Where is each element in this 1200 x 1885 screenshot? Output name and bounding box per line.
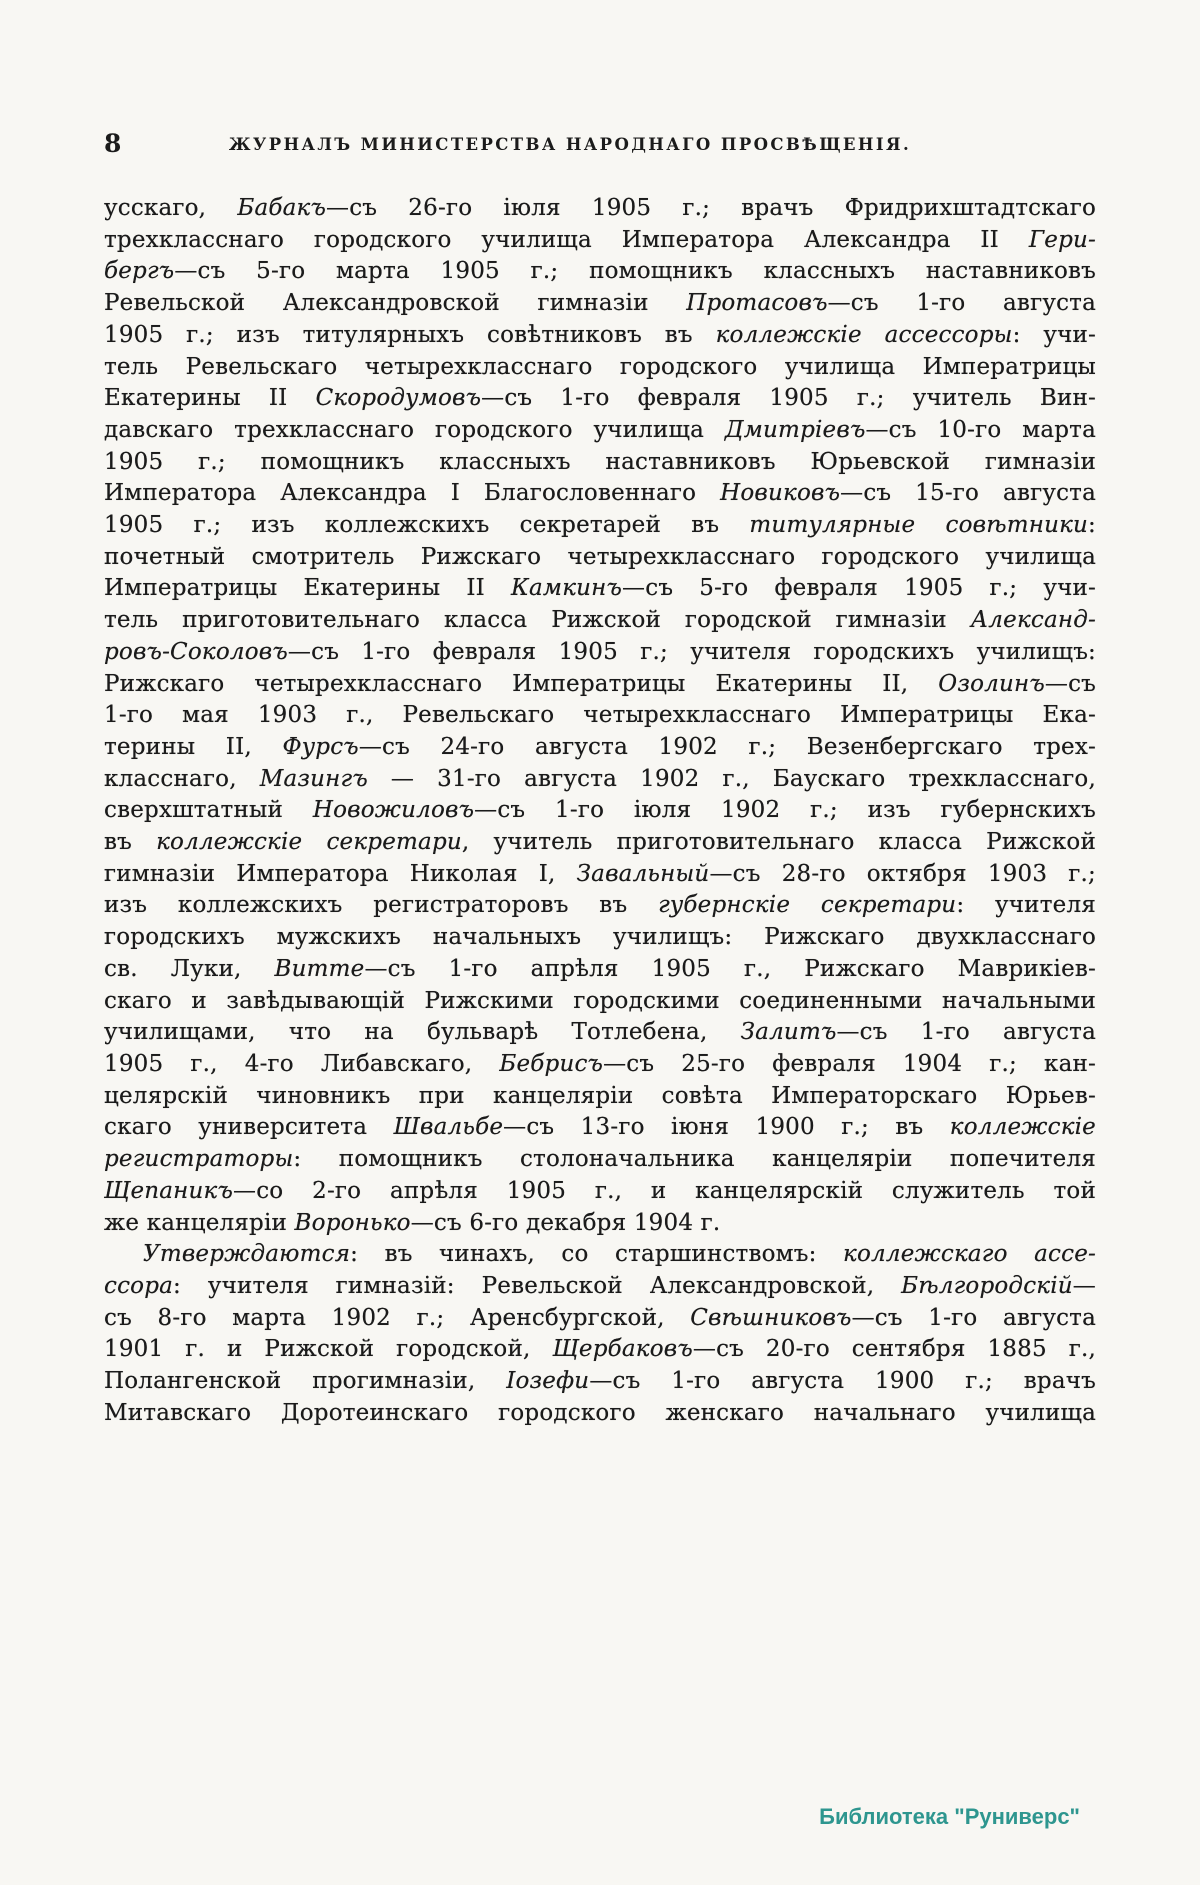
text-line xyxy=(104,1208,1096,1240)
italic-text-run: Скородумовъ xyxy=(315,385,482,412)
italic-text-run: Дмитріевъ xyxy=(724,416,866,443)
text-run: Екатерины II xyxy=(104,385,316,412)
text-line xyxy=(104,193,1096,225)
text-run: —со 2-го апрѣля 1905 г., и канцелярскій служитель той xyxy=(233,1177,1096,1204)
italic-text-run: Витте xyxy=(274,955,365,982)
text-run: —съ 20-го сентября 1885 г., xyxy=(692,1336,1097,1363)
text-run: Ревельской Александровской гимназіи xyxy=(104,290,687,317)
text-run: : учителя гимназій: Ревельской Александровской, xyxy=(173,1272,902,1299)
italic-text-run: Бабакъ xyxy=(237,195,327,221)
text-run: —съ 1-го августа 1900 г.; врачъ xyxy=(589,1368,1096,1395)
text-run: —съ 1-го февраля 1905 г.; учитель Вин- xyxy=(481,385,1097,412)
text-run: скаго и завѣдывающій Рижскими городскими соединенными начальными xyxy=(104,987,1096,1014)
text-line xyxy=(104,669,1096,701)
italic-text-run: бергъ xyxy=(104,258,175,285)
text-line xyxy=(104,1398,1096,1430)
text-line xyxy=(104,1303,1096,1335)
text-run: съ 8-го марта 1902 г.; Аренсбургской, xyxy=(104,1304,691,1331)
text-run: — xyxy=(1072,1272,1096,1299)
text-run: давскаго трехкласснаго городского училища xyxy=(104,416,725,443)
text-line xyxy=(104,986,1096,1018)
text-line xyxy=(104,1271,1096,1303)
text-line xyxy=(104,510,1096,542)
text-run: —съ 5-го марта 1905 г.; помощникъ классныхъ наставниковъ xyxy=(174,258,1096,285)
text-run: —съ 5-го февраля 1905 г.; учи- xyxy=(622,575,1097,602)
text-line xyxy=(104,859,1096,891)
text-run: въ xyxy=(104,829,157,856)
page-number: 8 xyxy=(104,129,122,158)
text-line xyxy=(104,320,1096,352)
text-line xyxy=(104,542,1096,574)
italic-text-run: Швальбе xyxy=(393,1114,504,1141)
text-line xyxy=(104,1144,1096,1176)
text-run: : xyxy=(1088,512,1096,539)
text-run: —съ 13-го іюня 1900 г.; въ xyxy=(503,1114,950,1141)
text-run: класснаго, xyxy=(104,765,260,792)
text-run: —съ 28-го октября 1903 г.; xyxy=(709,860,1097,887)
text-run: сверхштатный xyxy=(104,797,313,824)
text-run: целярскій чиновникъ при канцеляріи совѣта Императорскаго Юрьев- xyxy=(104,1082,1096,1109)
text-line xyxy=(104,922,1096,954)
text-run: 1905 г.; изъ титулярныхъ совѣтниковъ въ xyxy=(104,321,716,348)
italic-text-run: коллежскіе ассессоры xyxy=(715,321,1013,348)
text-run: Митавскаго Доротеинскаго городского женскаго начальнаго училища xyxy=(104,1399,1096,1426)
text-line xyxy=(104,700,1096,732)
text-run: —съ 1-го апрѣля 1905 г., Рижскаго Маврикіев- xyxy=(364,955,1096,982)
text-line xyxy=(104,225,1096,257)
text-run: —съ 10-го марта xyxy=(865,416,1097,443)
text-run: трехкласснаго городского училища Императора Александра II xyxy=(104,226,1029,253)
text-line xyxy=(104,383,1096,415)
italic-text-run: Протасовъ xyxy=(686,290,828,317)
italic-text-run: коллежскіе секретари xyxy=(156,829,462,856)
text-line xyxy=(104,256,1096,288)
italic-text-run: Мазингъ xyxy=(259,765,368,792)
text-run: —съ 1-го іюля 1902 г.; изъ губернскихъ xyxy=(474,797,1096,824)
text-run: тель Ревельскаго четырехкласснаго городского училища Императрицы xyxy=(104,353,1096,380)
italic-text-run: регистраторы xyxy=(104,1146,294,1173)
text-run: —съ 1-го февраля 1905 г.; учителя городскихъ училищъ: xyxy=(287,638,1096,665)
text-line xyxy=(104,1239,1096,1271)
text-run: почетный смотритель Рижскаго четырехкласснаго городского училища xyxy=(104,543,1096,570)
italic-text-run: титулярные совѣтники xyxy=(749,512,1089,539)
text-run: : учителя xyxy=(956,892,1096,919)
text-line xyxy=(104,637,1096,669)
body-text xyxy=(104,193,1096,1429)
italic-text-run: коллежскаго ассе- xyxy=(843,1241,1096,1268)
italic-text-run: Воронько xyxy=(294,1209,411,1236)
text-run: тель приготовительнаго класса Рижской городской гимназіи xyxy=(104,607,971,634)
text-line xyxy=(104,1112,1096,1144)
italic-text-run: Александ- xyxy=(970,607,1096,634)
italic-text-run: Щепаникъ xyxy=(104,1177,234,1204)
text-run: —съ 1-го августа xyxy=(851,1304,1096,1331)
text-line xyxy=(104,1081,1096,1113)
page-header xyxy=(104,129,1096,165)
text-run: —съ 24-го августа 1902 г.; Везенбергскаго трех- xyxy=(358,733,1096,760)
text-line xyxy=(104,573,1096,605)
italic-text-run: ровъ-Соколовъ xyxy=(104,638,288,665)
text-run: скаго университета xyxy=(104,1114,394,1141)
text-run: —съ 25-го февраля 1904 г.; кан- xyxy=(603,1050,1096,1077)
text-line xyxy=(104,1334,1096,1366)
text-line xyxy=(104,1049,1096,1081)
text-run: изъ коллежскихъ регистраторовъ въ xyxy=(104,892,659,919)
italic-text-run: Іозефи xyxy=(506,1368,590,1395)
text-run: , учитель приготовительнаго класса Рижской xyxy=(461,829,1096,856)
italic-text-run: Камкинъ xyxy=(511,575,623,602)
text-line xyxy=(104,478,1096,510)
italic-text-run: Фурсъ xyxy=(282,733,359,760)
text-run: Императора Александра I Благословеннаго xyxy=(104,480,721,507)
text-line xyxy=(104,605,1096,637)
text-line xyxy=(104,954,1096,986)
italic-text-run: Щербаковъ xyxy=(552,1336,693,1363)
text-run: гимназіи Императора Николая I, xyxy=(104,860,577,887)
text-run: —съ 6-го декабря 1904 г. xyxy=(410,1209,721,1236)
text-run: 1905 г.; помощникъ классныхъ наставниковъ Юрьевской гимназіи xyxy=(104,448,1096,475)
text-line xyxy=(104,827,1096,859)
text-run: городскихъ мужскихъ начальныхъ училищъ: Рижскаго двухкласснаго xyxy=(104,924,1096,951)
text-line xyxy=(104,1017,1096,1049)
text-run: 1905 г.; изъ коллежскихъ секретарей въ xyxy=(104,512,750,539)
italic-text-run: Свѣшниковъ xyxy=(690,1304,852,1331)
text-run: —съ 1-го августа xyxy=(836,1019,1097,1046)
text-line xyxy=(104,415,1096,447)
text-line xyxy=(104,1366,1096,1398)
text-line xyxy=(104,447,1096,479)
text-run: —съ 15-го августа xyxy=(840,480,1096,507)
italic-text-run: Бѣлгородскій xyxy=(901,1272,1073,1299)
italic-text-run: коллежскіе xyxy=(949,1114,1096,1141)
text-run: 1-го мая 1903 г., Ревельскаго четырехкласснаго Императрицы Ека- xyxy=(104,702,1096,729)
text-run: Рижскаго четырехкласснаго Императрицы Екатерины II, xyxy=(104,670,939,697)
text-line xyxy=(104,1176,1096,1208)
text-run: Полангенской прогимназіи, xyxy=(104,1368,507,1395)
italic-text-run: Завальный xyxy=(576,860,710,887)
text-run: терины II, xyxy=(104,733,283,760)
italic-text-run: Гери- xyxy=(1028,226,1096,253)
italic-text-run: Новожиловъ xyxy=(312,797,475,824)
running-title: ЖУРНАЛЪ МИНИСТЕРСТВА НАРОДНАГО ПРОСВѢЩЕНІЯ. xyxy=(228,135,912,154)
text-run: 1905 г., 4-го Либавскаго, xyxy=(104,1050,500,1077)
text-line xyxy=(104,352,1096,384)
library-watermark: Библиотека "Руниверс" xyxy=(819,1804,1080,1829)
italic-text-run: Озолинъ xyxy=(938,670,1045,697)
text-run: : въ чинахъ, со старшинствомъ: xyxy=(350,1241,844,1268)
italic-text-run: Бебрисъ xyxy=(499,1050,604,1077)
text-run: —съ 1-го августа xyxy=(827,290,1096,317)
text-run: училищами, что на бульварѣ Тотлебена, xyxy=(104,1019,741,1046)
italic-text-run: Утверждаются xyxy=(143,1241,351,1268)
text-run: : учи- xyxy=(1012,321,1096,348)
text-line xyxy=(104,288,1096,320)
text-line xyxy=(104,764,1096,796)
italic-text-run: ссора xyxy=(104,1272,174,1299)
text-run: —съ xyxy=(1044,670,1096,697)
text-run: 1901 г. и Рижской городской, xyxy=(104,1336,553,1363)
text-line xyxy=(104,795,1096,827)
italic-text-run: Залитъ xyxy=(740,1019,837,1046)
text-run: усскаго, xyxy=(104,195,238,221)
text-run: св. Луки, xyxy=(104,955,275,982)
italic-text-run: губернскіе секретари xyxy=(658,892,957,919)
text-line xyxy=(104,890,1096,922)
italic-text-run: Новиковъ xyxy=(720,480,841,507)
text-run: же канцеляріи xyxy=(104,1209,295,1236)
text-run: — 31-го августа 1902 г., Баускаго трехкласснаго, xyxy=(367,765,1096,792)
text-run: Императрицы Екатерины II xyxy=(104,575,512,602)
text-run: —съ 26-го іюля 1905 г.; врачъ Фридрихштадтскаго xyxy=(326,195,1096,221)
text-line xyxy=(104,732,1096,764)
text-run: : помощникъ столоначальника канцеляріи попечителя xyxy=(293,1146,1096,1173)
